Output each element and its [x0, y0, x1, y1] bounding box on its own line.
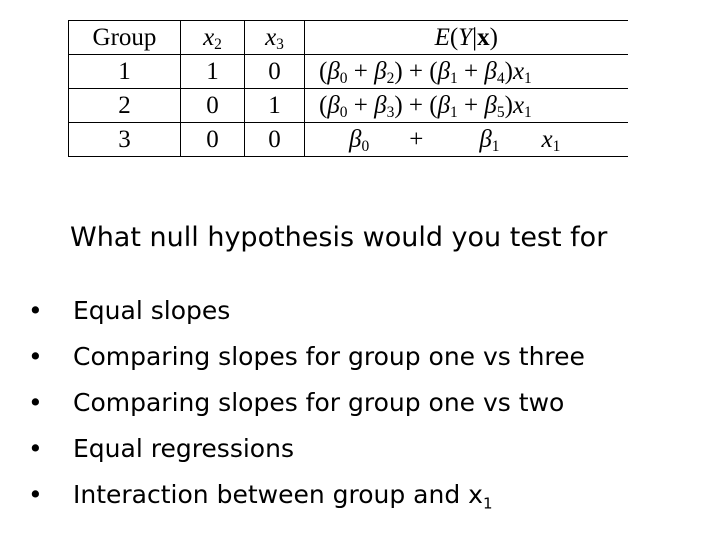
- answer-options-list: [28, 288, 585, 518]
- cell-group: 2: [69, 89, 181, 123]
- cell-group: 1: [69, 55, 181, 89]
- cell-expectation: $\beta_0 + \beta_1$ $x_1$: [305, 123, 628, 157]
- cell-x3: 0: [245, 55, 305, 89]
- cell-x2: 0: [181, 89, 245, 123]
- list-item: [28, 380, 585, 426]
- bullet-icon: •: [28, 388, 43, 417]
- question-text: What null hypothesis would you test for: [70, 222, 608, 253]
- table-header-row: [69, 21, 628, 55]
- cell-expectation: $(\beta_0 + \beta_3) + (\beta_1 + \beta_5)x_1$: [305, 89, 628, 123]
- option-subscript: 1: [482, 494, 493, 513]
- option-text: Equal slopes: [73, 296, 231, 325]
- model-table: [68, 20, 628, 157]
- header-x3: $x_3$: [245, 21, 305, 55]
- header-expectation: E(Y|x): [305, 21, 628, 55]
- bullet-icon: •: [28, 480, 43, 509]
- header-group: Group: [69, 21, 181, 55]
- table-row: [69, 55, 628, 89]
- table-row: [69, 89, 628, 123]
- list-item: [28, 472, 585, 518]
- cell-expectation: $(\beta_0 + \beta_2) + (\beta_1 + \beta_4)x_1$: [305, 55, 628, 89]
- bullet-icon: •: [28, 296, 43, 325]
- list-item: [28, 334, 585, 380]
- cell-x2: 0: [181, 123, 245, 157]
- table-row: [69, 123, 628, 157]
- option-text: Comparing slopes for group one vs two: [73, 388, 565, 417]
- cell-x3: 0: [245, 123, 305, 157]
- bullet-icon: •: [28, 434, 43, 463]
- option-text: Interaction between group and x: [73, 480, 483, 509]
- cell-x2: 1: [181, 55, 245, 89]
- bullet-icon: •: [28, 342, 43, 371]
- cell-group: 3: [69, 123, 181, 157]
- list-item: [28, 288, 585, 334]
- option-text: Comparing slopes for group one vs three: [73, 342, 585, 371]
- option-text: Equal regressions: [73, 434, 294, 463]
- list-item: [28, 426, 585, 472]
- header-x2: $x_2$: [181, 21, 245, 55]
- cell-x3: 1: [245, 89, 305, 123]
